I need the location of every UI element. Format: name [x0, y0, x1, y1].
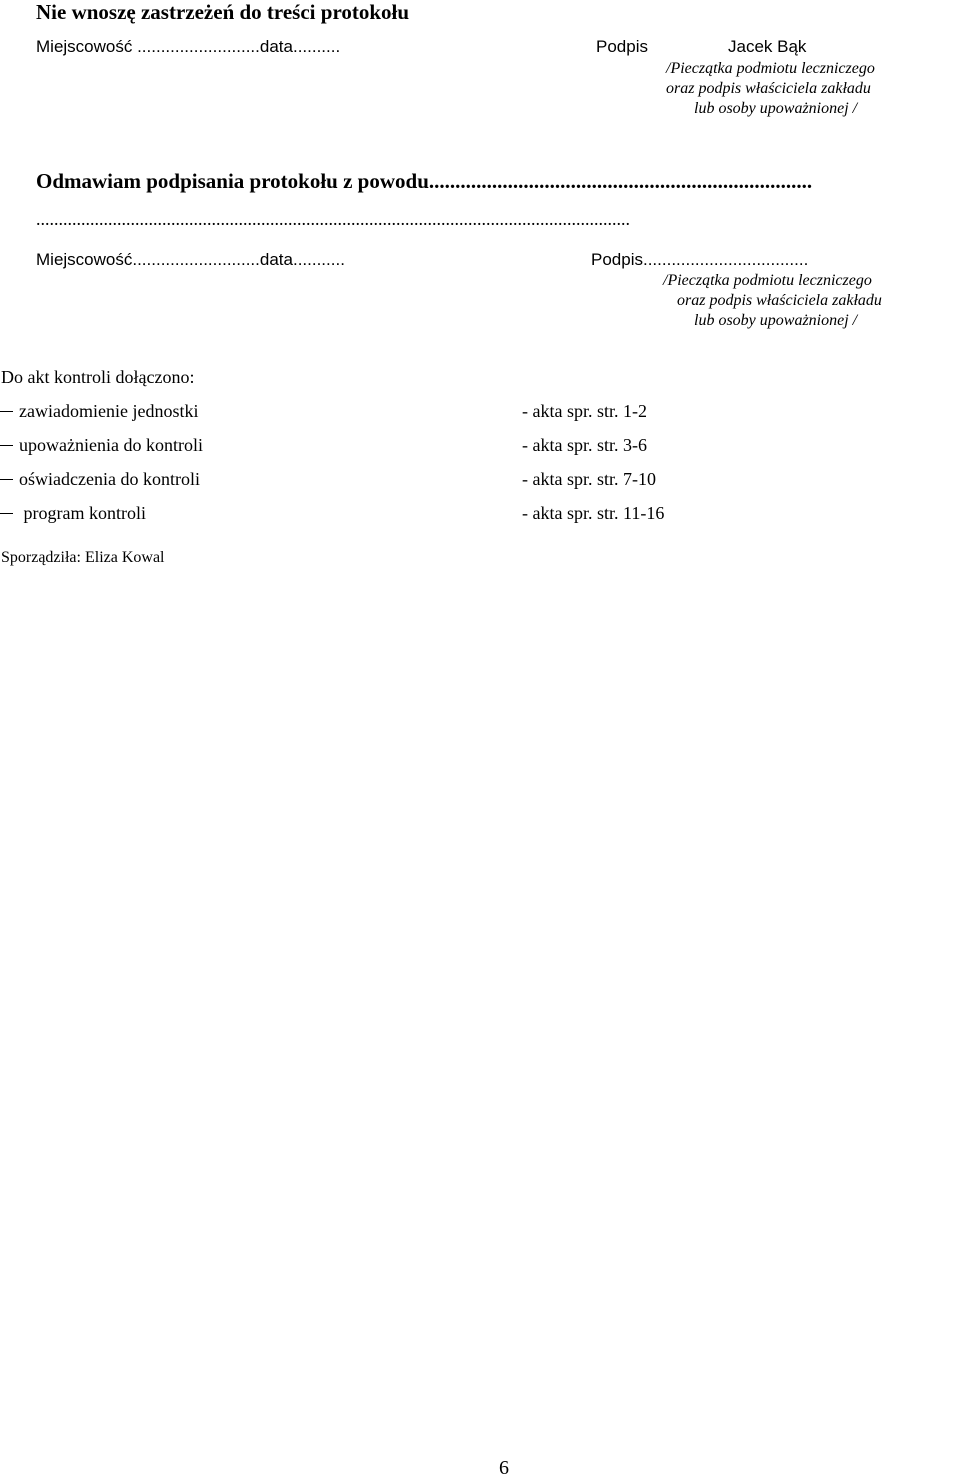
dash-bullet	[0, 445, 13, 446]
attachment-ref: - akta spr. str. 11-16	[522, 503, 665, 523]
dash-bullet	[0, 411, 13, 412]
attachment-label: upoważnienia do kontroli	[19, 435, 203, 455]
dash-bullet	[0, 513, 13, 514]
attachment-item	[0, 400, 198, 422]
refusal-reason-dots: ....................................................................................................................................	[36, 209, 630, 229]
page-number: 6	[499, 1457, 509, 1479]
dash-bullet	[0, 479, 13, 480]
stamp-note-1-line-1: /Pieczątka podmiotu leczniczego	[666, 60, 875, 77]
place-date-line-1: Miejscowość ..........................data..........	[36, 37, 341, 56]
attachment-item	[0, 502, 146, 524]
stamp-note-1-line-3: lub osoby upoważnionej /	[694, 100, 858, 117]
stamp-note-2-line-1: /Pieczątka podmiotu leczniczego	[663, 272, 872, 289]
attachment-ref: - akta spr. str. 3-6	[522, 435, 647, 455]
place-date-line-2: Miejscowość...........................data...........	[36, 250, 345, 269]
refusal-heading: Odmawiam podpisania protokołu z powodu.........................................................................	[36, 169, 813, 193]
attachment-label: zawiadomienie jednostki	[19, 401, 199, 421]
no-objections-heading: Nie wnoszę zastrzeżeń do treści protokołu	[36, 0, 410, 24]
attachment-label: oświadczenia do kontroli	[19, 469, 200, 489]
attachment-item	[0, 434, 203, 456]
attachment-label: program kontroli	[19, 503, 146, 523]
attachment-ref: - akta spr. str. 7-10	[522, 469, 656, 489]
signature-label-2: Podpis...................................	[591, 250, 809, 269]
attachment-ref: - akta spr. str. 1-2	[522, 401, 647, 421]
stamp-note-2-line-2: oraz podpis właściciela zakładu	[677, 292, 882, 309]
attachment-item	[0, 468, 200, 490]
prepared-by: Sporządziła: Eliza Kowal	[1, 549, 165, 566]
signature-label-1: Podpis	[596, 37, 648, 56]
stamp-note-1-line-2: oraz podpis właściciela zakładu	[666, 80, 871, 97]
signer-name: Jacek Bąk	[728, 37, 807, 56]
attachments-intro: Do akt kontroli dołączono:	[1, 367, 195, 387]
stamp-note-2-line-3: lub osoby upoważnionej /	[694, 312, 858, 329]
